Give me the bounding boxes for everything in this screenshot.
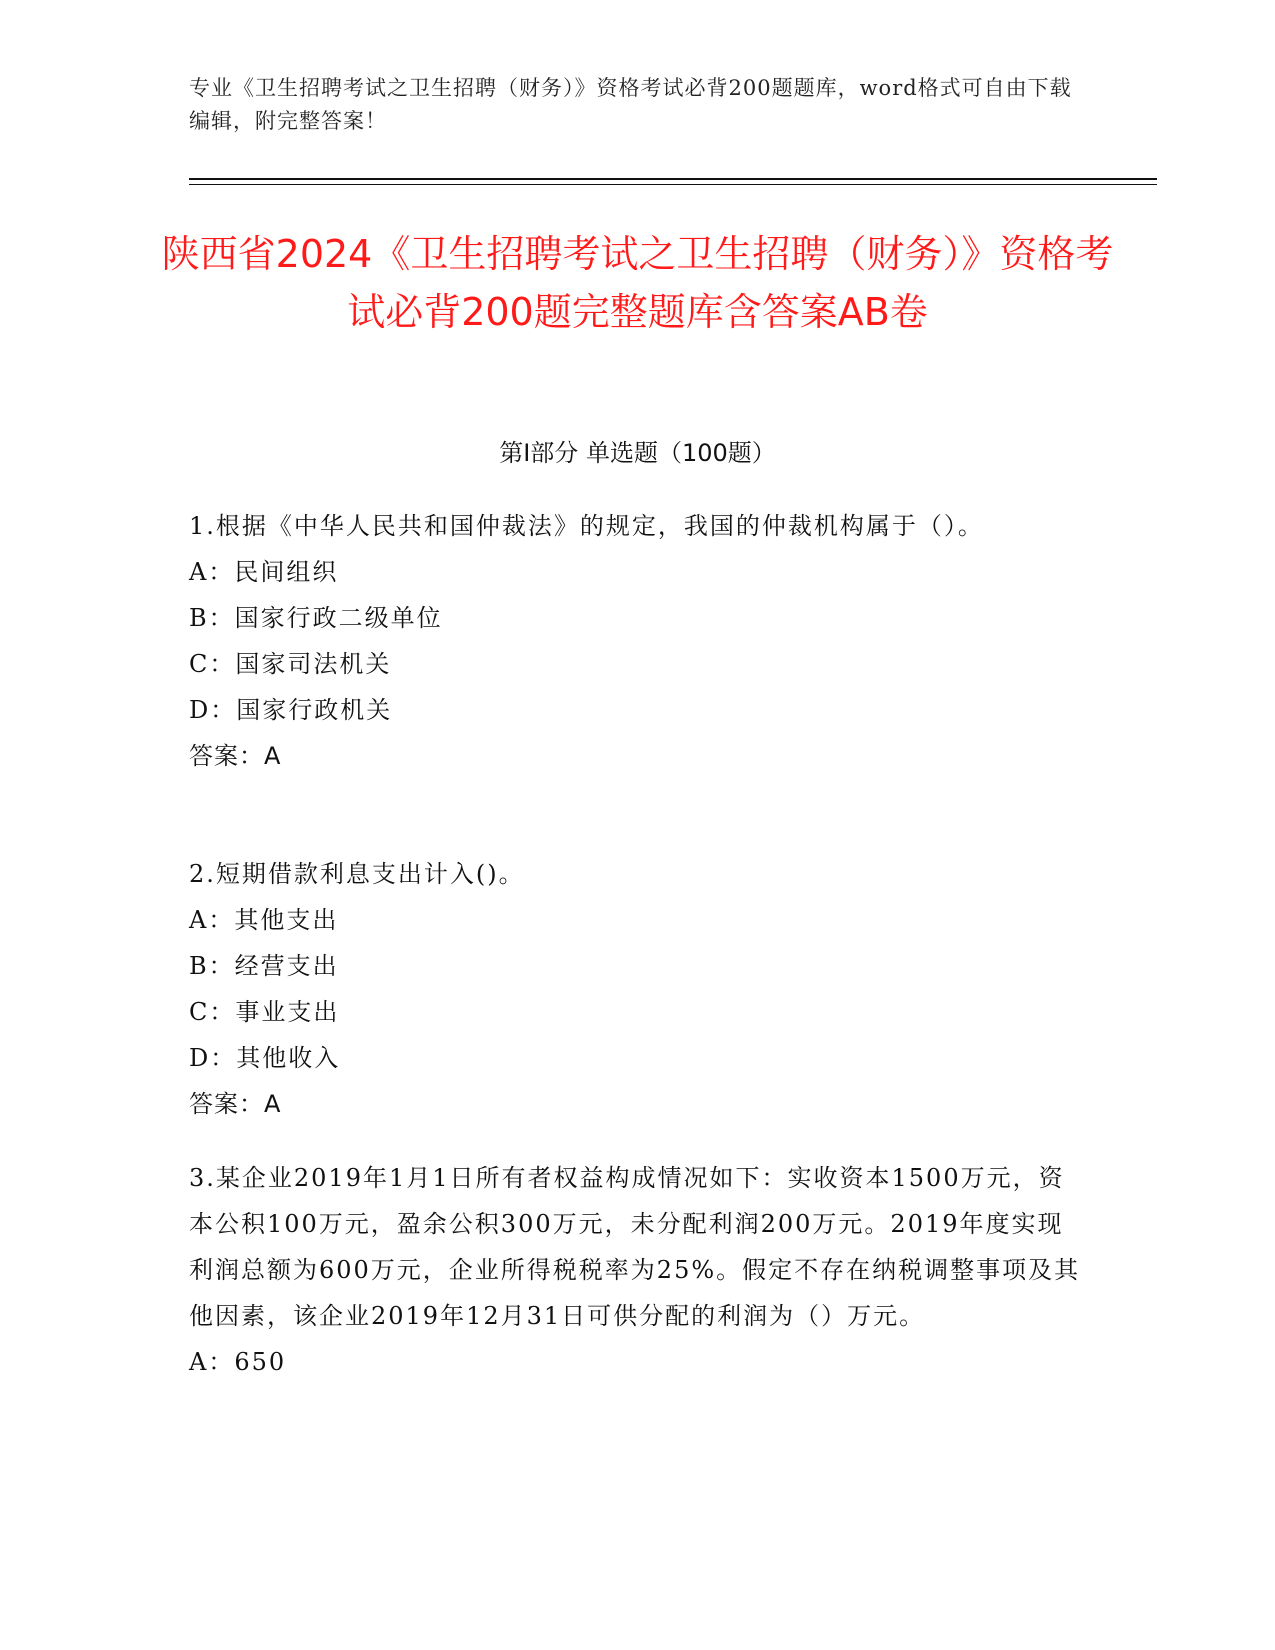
option-text: 国家司法机关 xyxy=(235,650,392,678)
header-divider-thin xyxy=(189,184,1157,185)
option-text: 事业支出 xyxy=(235,998,340,1026)
option-a xyxy=(189,549,1089,595)
option-c xyxy=(189,989,1089,1035)
option-text: 国家行政机关 xyxy=(236,696,393,724)
option-b xyxy=(189,595,1089,641)
option-text: 民间组织 xyxy=(234,558,339,586)
option-a xyxy=(189,1339,1089,1385)
option-key: C： xyxy=(189,650,236,678)
question-3 xyxy=(189,1155,1089,1385)
option-key: D： xyxy=(189,696,237,724)
option-key: A： xyxy=(189,906,235,934)
option-c xyxy=(189,641,1089,687)
option-a xyxy=(189,897,1089,943)
option-key: B： xyxy=(189,604,235,632)
section-heading: 第Ⅰ部分 单选题（100题） xyxy=(499,439,776,467)
option-text: 其他收入 xyxy=(236,1044,341,1072)
option-key: C： xyxy=(189,998,236,1026)
option-text: 国家行政二级单位 xyxy=(234,604,443,632)
option-text: 经营支出 xyxy=(234,952,339,980)
question-stem: 3.某企业2019年1月1日所有者权益构成情况如下：实收资本1500万元，资本公积100万元，盈余公积300万元，未分配利润200万元。2019年度实现利润总额为600万元，企业所得税税率为25%。假定不存在纳税调整事项及其他因素，该企业2019年12月31日可供分配的利润为（）万元。 xyxy=(189,1164,1081,1330)
option-key: A： xyxy=(189,1348,235,1376)
question-2 xyxy=(189,851,1089,1127)
header-note: 专业《卫生招聘考试之卫生招聘（财务）》资格考试必背200题题库，word格式可自由下载编辑，附完整答案！ xyxy=(189,76,1072,133)
option-d xyxy=(189,1035,1089,1081)
answer-label: 答案：A xyxy=(189,742,282,770)
answer-label: 答案：A xyxy=(189,1090,282,1118)
question-stem: 2.短期借款利息支出计入()。 xyxy=(189,860,525,888)
option-d xyxy=(189,687,1089,733)
option-key: A： xyxy=(189,558,235,586)
option-key: D： xyxy=(189,1044,237,1072)
option-text: 650 xyxy=(234,1348,287,1376)
option-text: 其他支出 xyxy=(234,906,339,934)
header-divider-thick xyxy=(189,178,1157,180)
question-1 xyxy=(189,503,1089,779)
option-key: B： xyxy=(189,952,235,980)
option-b xyxy=(189,943,1089,989)
question-stem: 1.根据《中华人民共和国仲裁法》的规定，我国的仲裁机构属于（）。 xyxy=(189,512,984,540)
document-title: 陕西省2024《卫生招聘考试之卫生招聘（财务）》资格考试必背200题完整题库含答案AB卷 xyxy=(161,232,1114,334)
